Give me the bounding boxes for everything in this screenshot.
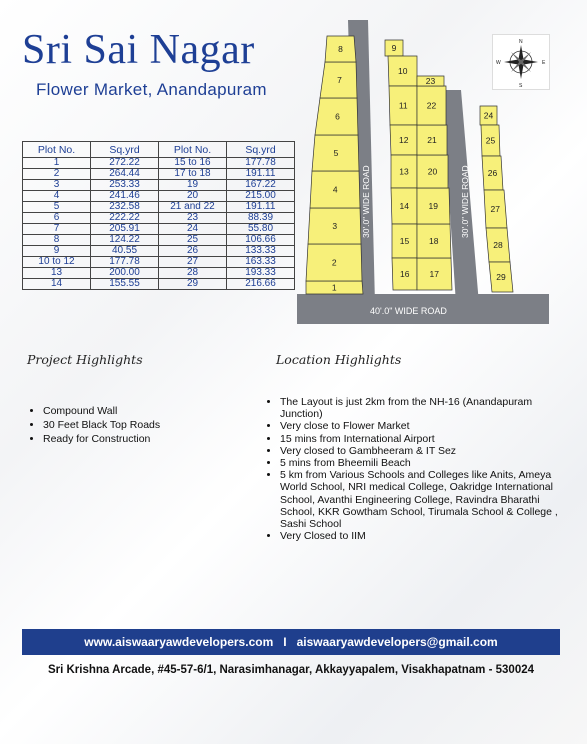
plot-label-25: 25 xyxy=(485,135,496,146)
column-header-sq-yrd: Sq.yrd xyxy=(227,142,295,158)
plot-label-16: 16 xyxy=(400,269,410,279)
table-row xyxy=(23,246,295,257)
plot-label-3: 3 xyxy=(332,221,338,231)
table-cell: 232.58 xyxy=(91,202,159,213)
plot-label-29: 29 xyxy=(496,272,506,282)
table-cell: 1 xyxy=(23,158,91,169)
table-cell: 253.33 xyxy=(91,180,159,191)
plot-label-7: 7 xyxy=(337,75,342,85)
table-cell: 20 xyxy=(159,191,227,202)
page-subtitle: Flower Market, Anandapuram xyxy=(36,80,267,99)
table-cell: 10 to 12 xyxy=(23,257,91,268)
project-highlights-heading: Project Highlights xyxy=(27,352,143,367)
vertical-road-label-right: 30'.0" WIDE ROAD xyxy=(460,165,470,238)
table-cell: 5 xyxy=(23,202,91,213)
table-cell: 3 xyxy=(23,180,91,191)
list-item: • Very Closed to IIM xyxy=(280,530,570,542)
table-cell: 264.44 xyxy=(91,169,159,180)
plot-label-1: 1 xyxy=(331,282,337,293)
list-item: • 15 mins from International Airport xyxy=(280,433,570,445)
list-item: • The Layout is just 2km from the NH-16 (Anandapuram Junction) xyxy=(280,396,570,420)
plot-label-17: 17 xyxy=(429,269,439,279)
table-row xyxy=(23,224,295,235)
table-cell: 27 xyxy=(159,257,227,268)
table-cell: 15 to 16 xyxy=(159,158,227,169)
table-body xyxy=(23,158,295,290)
plot-label-20: 20 xyxy=(427,166,438,177)
table-cell: 106.66 xyxy=(227,235,295,246)
plot-label-23: 23 xyxy=(425,76,436,86)
table-cell: 17 to 18 xyxy=(159,169,227,180)
plot-label-21: 21 xyxy=(427,135,437,145)
website-link[interactable]: www.aiswaaryawdevelopers.com xyxy=(84,635,274,649)
table-cell: 222.22 xyxy=(91,213,159,224)
location-highlights-list xyxy=(264,396,570,542)
table-cell: 124.22 xyxy=(91,235,159,246)
table-cell: 205.91 xyxy=(91,224,159,235)
table-cell: 6 xyxy=(23,213,91,224)
table-row xyxy=(23,158,295,169)
table-cell: 155.55 xyxy=(91,279,159,290)
table-cell: 28 xyxy=(159,268,227,279)
table-row xyxy=(23,191,295,202)
table-cell: 133.33 xyxy=(227,246,295,257)
plot-label-15: 15 xyxy=(399,236,410,246)
plot-label-19: 19 xyxy=(428,201,438,211)
compass-icon xyxy=(493,35,549,89)
plot-label-14: 14 xyxy=(399,201,409,211)
compass-south: S xyxy=(519,83,523,89)
plot-area-table xyxy=(22,141,295,290)
table-cell: 8 xyxy=(23,235,91,246)
project-highlights-list xyxy=(27,404,160,446)
table-cell: 40.55 xyxy=(91,246,159,257)
table-cell: 19 xyxy=(159,180,227,191)
compass-west: W xyxy=(496,60,501,66)
table-cell: 25 xyxy=(159,235,227,246)
table-cell: 23 xyxy=(159,213,227,224)
plot-label-22: 22 xyxy=(426,100,437,111)
table-cell: 163.33 xyxy=(227,257,295,268)
table-header-row xyxy=(23,142,295,158)
table-cell: 241.46 xyxy=(91,191,159,202)
table-row xyxy=(23,268,295,279)
table-cell: 193.33 xyxy=(227,268,295,279)
compass-north: N xyxy=(519,39,523,45)
list-item: • 5 km from Various Schools and Colleges like Anits, Ameya World School, NRI medical College, Oakridge International School, Avanthi Engineering College, Ravindra Bharathi School, KKR Gowtham School, Tirumala School & College , Sashi School xyxy=(280,469,570,530)
table-cell: 88.39 xyxy=(227,213,295,224)
list-item: • Very close to Flower Market xyxy=(280,420,570,432)
table-row xyxy=(23,202,295,213)
table-row xyxy=(23,279,295,290)
table-cell: 167.22 xyxy=(227,180,295,191)
table-cell: 13 xyxy=(23,268,91,279)
location-highlights-heading: Location Highlights xyxy=(276,352,402,367)
table-cell: 191.11 xyxy=(227,202,295,213)
plot-grid xyxy=(306,36,513,294)
contact-bar xyxy=(22,629,560,655)
table-cell: 21 and 22 xyxy=(159,202,227,213)
plot-label-13: 13 xyxy=(399,166,409,177)
contact-separator: I xyxy=(283,635,287,649)
table-cell: 2 xyxy=(23,169,91,180)
plot-label-11: 11 xyxy=(398,100,408,111)
column-header-plot-no: Plot No. xyxy=(159,142,227,158)
table-row xyxy=(23,235,295,246)
vertical-road-label-left: 30'.0" WIDE ROAD xyxy=(361,165,371,238)
table-cell: 215.00 xyxy=(227,191,295,202)
table-cell: 200.00 xyxy=(91,268,159,279)
plot-label-5: 5 xyxy=(333,148,339,158)
table-cell: 29 xyxy=(159,279,227,290)
plot-label-10: 10 xyxy=(398,66,408,76)
table-cell: 7 xyxy=(23,224,91,235)
table-cell: 4 xyxy=(23,191,91,202)
plot-label-24: 24 xyxy=(483,110,494,121)
horizontal-road-label: 40'.0" WIDE ROAD xyxy=(370,306,447,316)
table-row xyxy=(23,213,295,224)
table-cell: 177.78 xyxy=(91,257,159,268)
list-item: • 5 mins from Bheemili Beach xyxy=(280,457,570,469)
plot-label-27: 27 xyxy=(490,204,500,214)
plot-label-9: 9 xyxy=(391,43,397,53)
plot-label-26: 26 xyxy=(487,168,498,178)
table-cell: 272.22 xyxy=(91,158,159,169)
table-cell: 191.11 xyxy=(227,169,295,180)
compass-rose xyxy=(492,34,550,90)
table-cell: 9 xyxy=(23,246,91,257)
plot-label-2: 2 xyxy=(331,257,337,268)
table-cell: 14 xyxy=(23,279,91,290)
table-row xyxy=(23,169,295,180)
table-cell: 177.78 xyxy=(227,158,295,169)
list-item: • 30 Feet Black Top Roads xyxy=(43,418,160,432)
plot-label-4: 4 xyxy=(332,184,338,195)
plot-label-12: 12 xyxy=(399,135,409,145)
table-cell: 26 xyxy=(159,246,227,257)
column-header-plot-no: Plot No. xyxy=(23,142,91,158)
plot-label-28: 28 xyxy=(493,240,503,250)
table-cell: 216.66 xyxy=(227,279,295,290)
plot-label-6: 6 xyxy=(335,111,340,122)
table-cell: 24 xyxy=(159,224,227,235)
plot-label-18: 18 xyxy=(429,236,439,246)
compass-east: E xyxy=(542,60,546,66)
table-cell: 55.80 xyxy=(227,224,295,235)
column-header-sq-yrd: Sq.yrd xyxy=(91,142,159,158)
email-link[interactable]: aiswaaryawdevelopers@gmail.com xyxy=(296,635,498,649)
plot-label-8: 8 xyxy=(338,44,343,54)
table-row xyxy=(23,180,295,191)
list-item: • Compound Wall xyxy=(43,404,160,418)
table-row xyxy=(23,257,295,268)
office-address: Sri Krishna Arcade, #45-57-6/1, Narasimhanagar, Akkayyapalem, Visakhapatnam - 530024 xyxy=(47,664,535,676)
list-item: • Ready for Construction xyxy=(43,432,160,446)
page-title: Sri Sai Nagar xyxy=(22,27,255,73)
list-item: • Very closed to Gambheeram & IT Sez xyxy=(280,445,570,457)
